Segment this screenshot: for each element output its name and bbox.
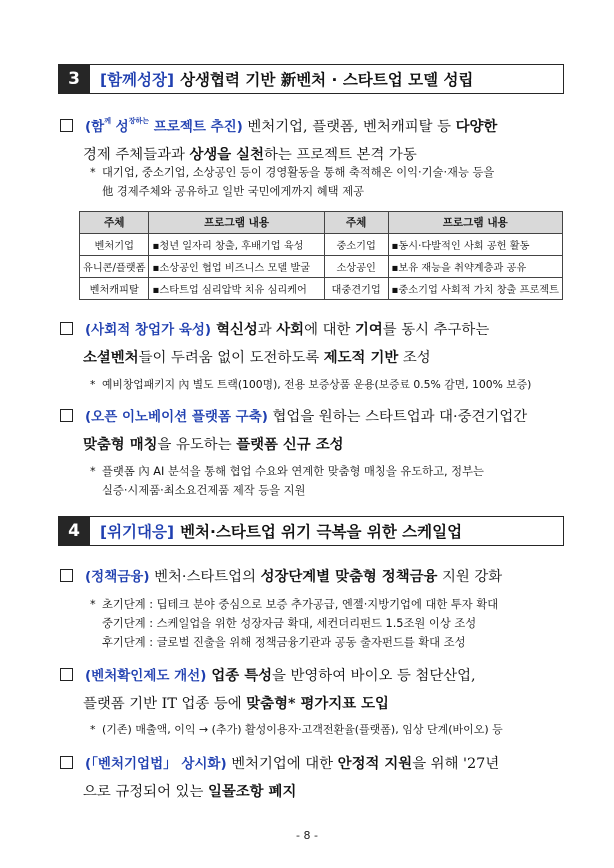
bullet-social-entrepreneur: [60, 316, 568, 372]
table-cell: 유니콘/플랫폼: [80, 256, 149, 278]
bullet-text-bold: 사회: [276, 321, 305, 338]
square-bullet-icon: [60, 756, 73, 769]
note-2: [90, 375, 531, 394]
section-4-header: [58, 516, 564, 546]
note-1: [90, 163, 494, 201]
bullet-text: 을 위해 '27년: [412, 756, 500, 772]
bullet-text: 조성: [398, 350, 431, 366]
note-text: 예비창업패키지 內 별도 트랙(100명), 전용 보증상품 운용(보증료 0.5% 감면, 100% 보증): [102, 378, 532, 391]
bullet-text-bold: 플랫폼 신규 조성: [236, 436, 344, 453]
table-header-row: [80, 212, 563, 234]
table-row: [80, 234, 563, 256]
bullet-text: 을 반영하여 바이오 등 첨단산업,: [272, 668, 476, 684]
square-bullet-icon: [60, 119, 73, 132]
section-3-title-box: [90, 64, 564, 94]
bullet-tag: (벤처확인제도 개선): [85, 668, 207, 684]
bullet-text-bold: 소셜벤처: [83, 349, 139, 366]
bullet-tag: (함: [85, 119, 105, 135]
bullet-tag: 프로젝트 추진): [149, 119, 243, 135]
bullet-text-bold: 업종 특성: [206, 667, 273, 684]
bullet-text-bold: 혁신성: [211, 321, 258, 338]
section-4-tag: [위기대응]: [100, 523, 175, 541]
note-star: *: [90, 378, 96, 391]
bullet-text: 들과과: [143, 147, 190, 163]
bullet-tag: (정책금융): [85, 569, 150, 585]
bullet-tag-sup: 께: [104, 117, 111, 125]
bullet-text-bold: 다양한: [455, 118, 498, 135]
note-text: 후기단계 : 글로벌 진출을 위해 정책금융기관과 공동 출자펀드를 확대 조성: [102, 636, 466, 649]
section-4-title: 벤처·스타트업 위기 극복을 위한 스케일업: [180, 523, 463, 541]
table-cell: 벤처기업: [80, 234, 149, 256]
section-4-number: 4: [58, 516, 90, 546]
table-cell: ▪보유 재능을 취약계층과 공유: [388, 256, 562, 278]
square-bullet-icon: [60, 668, 73, 681]
bullet-open-innovation: [60, 404, 568, 459]
note-star: *: [90, 598, 96, 611]
note-text: (기존) 매출액, 이익 → (추가) 활성이용자·고객전환율(플랫폼), 임상 단계(바이오) 등: [102, 723, 503, 736]
note-star: *: [90, 465, 96, 478]
section-4-title-box: [90, 516, 564, 546]
bullet-text-bold: 맞춤형 매칭: [83, 436, 158, 453]
note-text: 대기업, 중소기업, 소상공인 등이 경영활동을 통해 축적해온 이익·기술·재능 등을: [102, 166, 495, 179]
bullet-text: 벤처기업, 플랫폼, 벤처캐피탈 등: [242, 119, 456, 135]
program-table: [79, 211, 563, 300]
bullet-text-bold: 성장단계별 맞춤형 정책금융: [260, 568, 438, 585]
note-3: [90, 462, 484, 500]
square-bullet-icon: [60, 409, 73, 422]
section-3-number: 3: [58, 64, 90, 94]
bullet-text-bold: 상생을 실천: [189, 146, 264, 163]
note-text: 초기단계 : 딥테크 분야 중심으로 보증 추가공급, 엔젤·지방기업에 대한 투자 확대: [102, 598, 499, 611]
bullet-venture-certification: [60, 662, 568, 718]
table-cell: 벤처캐피탈: [80, 278, 149, 300]
note-star: *: [90, 723, 96, 736]
bullet-text: 들이 두려움 없이 도전하도록: [138, 350, 324, 366]
note-text: 실증·시제품·최소요건제품 제작 등을 지원: [102, 484, 306, 497]
note-text: 他 경제주체와 공유하고 일반 국민에게까지 혜택 제공: [102, 185, 365, 198]
square-bullet-icon: [60, 569, 73, 582]
bullet-text: 협업을 원하는 스타트업과 대·중견기업간: [267, 409, 528, 425]
note-text: 중기단계 : 스케일업을 위한 성장자금 확대, 세컨더리펀드 1.5조원 이상 조성: [102, 617, 477, 630]
bullet-text: 으로 규정되어 있는: [83, 784, 208, 800]
bullet-text: 를 동시 추구하는: [382, 322, 490, 338]
bullet-text: 경제 주체: [83, 147, 144, 163]
bullet-text-bold: 일몰조항 폐지: [207, 783, 297, 800]
table-cell: 소상공인: [324, 256, 388, 278]
bullet-text: 을 유도하는: [157, 437, 237, 453]
table-cell: ▪중소기업 사회적 가치 창출 프로젝트: [388, 278, 562, 300]
bullet-tag: (오픈 이노베이션 플랫폼 구축): [85, 409, 268, 425]
square-bullet-icon: [60, 322, 73, 335]
table-header: 주체: [80, 212, 149, 234]
section-3-tag: [함께성장]: [100, 71, 175, 89]
bullet-venture-act-permanent: [60, 750, 568, 806]
bullet-text: 벤처·스타트업의: [149, 569, 261, 585]
bullet-tag-sup: 장하는: [128, 117, 150, 125]
bullet-tag: (「벤처기업법」 상시화): [85, 756, 227, 772]
table-cell: ▪스타트업 심리압박 치유 심리케어: [149, 278, 324, 300]
bullet-text: 지원 강화: [437, 569, 503, 585]
page-number: - 8 -: [296, 829, 318, 842]
table-cell: ▪소상공인 협업 비즈니스 모델 발굴: [149, 256, 324, 278]
table-header: 프로그램 내용: [149, 212, 324, 234]
table-header: 주체: [324, 212, 388, 234]
table-row: [80, 256, 563, 278]
note-4: [90, 595, 498, 652]
bullet-text: 에 대한: [304, 322, 355, 338]
table-cell: ▪청년 일자리 창출, 후배기업 육성: [149, 234, 324, 256]
bullet-tag: 성: [110, 119, 129, 135]
bullet-text: 플랫폼 기반 IT 업종 등에: [83, 696, 247, 712]
table-cell: ▪동시·다발적인 사회 공헌 활동: [388, 234, 562, 256]
table-row: [80, 278, 563, 300]
bullet-text: 하는 프로젝트 본격 가동: [264, 147, 417, 163]
bullet-text-bold: 기여: [354, 321, 383, 338]
bullet-text-bold: 안정적 지원: [337, 755, 413, 772]
bullet-text: 과: [257, 322, 277, 338]
section-3-title: 상생협력 기반 新벤처 · 스타트업 모델 성립: [180, 71, 474, 89]
bullet-tag: (사회적 창업가 육성): [85, 322, 212, 338]
note-text: 플랫폼 內 AI 분석을 통해 협업 수요와 연계한 맞춤형 매칭을 유도하고, 정부는: [102, 465, 484, 478]
note-5: [90, 720, 503, 739]
note-star: *: [90, 166, 96, 179]
table-cell: 대중견기업: [324, 278, 388, 300]
bullet-text-bold: 제도적 기반: [323, 349, 399, 366]
section-3-header: [58, 64, 564, 94]
bullet-text: 벤처기업에 대한: [226, 756, 338, 772]
bullet-text-bold: 맞춤형* 평가지표 도입: [246, 695, 389, 712]
bullet-joint-growth-project: [60, 108, 568, 169]
table-cell: 중소기업: [324, 234, 388, 256]
table-header: 프로그램 내용: [388, 212, 562, 234]
bullet-policy-finance: [60, 563, 568, 591]
